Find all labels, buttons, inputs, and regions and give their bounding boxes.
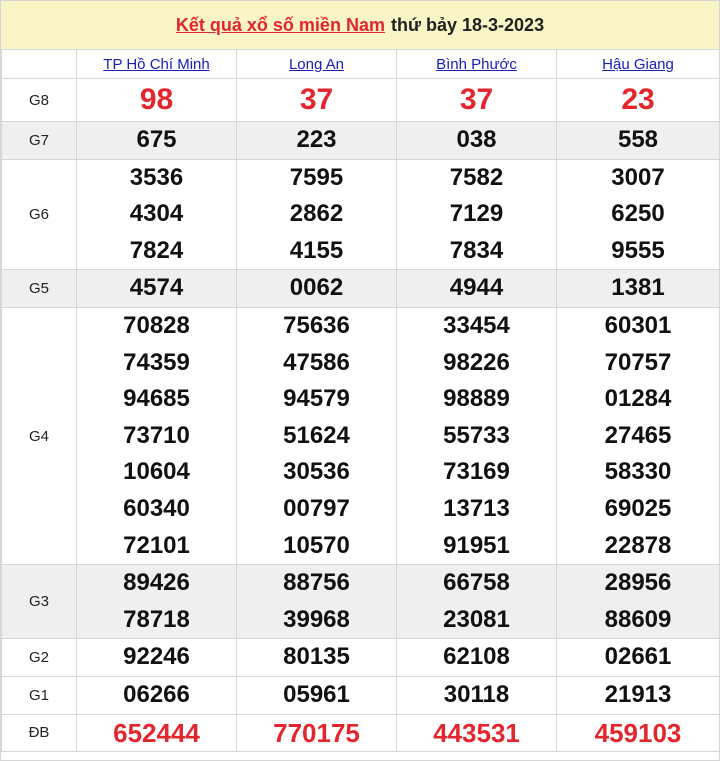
province-link-binh-phuoc[interactable]: Bình Phước [436,55,517,73]
result-cell [77,159,237,270]
result-cell [237,159,397,270]
result-number: 13713 [443,494,510,522]
result-cell [237,565,397,639]
result-number: 05961 [283,680,350,708]
result-cell [237,639,397,677]
result-number: 4944 [449,274,504,302]
result-cell [557,122,720,160]
result-number: 01284 [604,385,672,413]
result-cell [397,79,557,122]
result-number: 60301 [604,311,672,339]
results-table [1,50,720,752]
prize-row-g6 [2,159,720,270]
result-cell [557,79,720,122]
prize-label: G3 [2,565,77,639]
result-number: 7582 [449,163,504,191]
province-header [237,50,397,79]
result-number: 2862 [289,200,344,228]
prize-label: G7 [2,122,77,160]
result-cell [397,270,557,308]
result-cell [557,676,720,714]
result-number: 39968 [283,605,350,633]
prize-row-g3 [2,565,720,639]
result-number: 92246 [123,643,190,671]
result-number: 7834 [449,236,504,264]
result-cell [77,122,237,160]
prize-row-g7 [2,122,720,160]
result-number: 10570 [283,531,350,559]
result-number: 00797 [283,494,350,522]
result-number: 4574 [129,274,184,302]
result-number: 94579 [283,385,350,413]
result-number: 6250 [611,200,665,228]
result-cell [77,270,237,308]
result-number: 98 [139,82,174,116]
prize-row-g2 [2,639,720,677]
result-cell [397,714,557,752]
result-cell [557,270,720,308]
result-number: 3536 [129,163,184,191]
result-number: 7824 [129,236,184,264]
result-number: 443531 [433,717,520,748]
result-cell [237,122,397,160]
result-number: 28956 [604,569,672,597]
result-cell [237,270,397,308]
province-header [557,50,720,79]
result-cell [557,159,720,270]
result-number: 69025 [604,494,672,522]
prize-row-special [2,714,720,752]
province-header [77,50,237,79]
result-cell [237,79,397,122]
result-number: 21913 [604,680,672,708]
result-cell [397,565,557,639]
result-number: 10604 [123,458,190,486]
prize-row-g8 [2,79,720,122]
result-cell [237,676,397,714]
result-cell [237,714,397,752]
result-number: 47586 [283,348,350,376]
prize-label: G6 [2,159,77,270]
result-number: 62108 [443,643,510,671]
province-header [397,50,557,79]
prize-label: G5 [2,270,77,308]
prize-label: G2 [2,639,77,677]
result-cell [237,307,397,564]
prize-row-g1 [2,676,720,714]
result-number: 37 [459,82,494,116]
result-cell [397,639,557,677]
result-number: 038 [456,126,497,153]
result-number: 4304 [129,200,184,228]
result-number: 0062 [289,274,344,302]
result-number: 06266 [123,680,190,708]
result-number: 23081 [443,605,510,633]
header-row [2,50,720,79]
result-number: 73710 [123,421,190,449]
result-number: 66758 [443,569,510,597]
result-cell [557,565,720,639]
result-cell [77,714,237,752]
result-number: 7129 [449,200,504,228]
result-number: 88756 [283,569,350,597]
result-number: 22878 [604,531,672,559]
prize-label: G8 [2,79,77,122]
result-cell [397,676,557,714]
result-number: 558 [617,126,659,153]
result-number: 98889 [443,385,510,413]
result-number: 1381 [611,274,665,302]
result-number: 9555 [611,236,665,264]
province-link-long-an[interactable]: Long An [288,55,345,73]
province-link-hcm[interactable]: TP Hồ Chí Minh [103,55,210,73]
result-cell [77,639,237,677]
result-cell [557,307,720,564]
result-cell [397,122,557,160]
result-number: 675 [136,126,177,153]
result-number: 23 [621,82,655,116]
result-number: 98226 [443,348,510,376]
result-number: 770175 [273,717,360,748]
result-number: 459103 [594,717,682,748]
result-cell [77,676,237,714]
result-cell [77,565,237,639]
result-cell [557,639,720,677]
corner-cell [2,50,77,79]
prize-row-g4 [2,307,720,564]
result-number: 33454 [443,311,510,339]
result-number: 652444 [113,717,200,748]
prize-row-g5 [2,270,720,308]
result-cell [77,307,237,564]
result-number: 30536 [283,458,350,486]
result-number: 51624 [283,421,350,449]
title-link[interactable]: Kết quả xổ số miền Nam [175,14,385,35]
result-number: 91951 [443,531,510,559]
prize-label: G1 [2,676,77,714]
result-number: 80135 [283,643,350,671]
result-number: 27465 [604,421,672,449]
result-number: 7595 [289,163,344,191]
result-cell [397,159,557,270]
page-title [1,1,719,50]
result-number: 4155 [289,236,344,264]
result-number: 02661 [604,643,672,671]
result-number: 3007 [611,163,665,191]
result-number: 70828 [123,311,190,339]
result-number: 89426 [123,569,190,597]
result-number: 88609 [604,605,672,633]
result-number: 70757 [604,348,672,376]
province-link-hau-giang[interactable]: Hậu Giang [602,55,674,73]
result-number: 94685 [123,385,190,413]
title-date: thứ bảy 18-3-2023 [390,14,545,35]
result-number: 74359 [123,348,190,376]
result-cell [557,714,720,752]
result-number: 73169 [443,458,510,486]
result-number: 78718 [123,605,190,633]
prize-label: G4 [2,307,77,564]
result-number: 72101 [123,531,190,559]
result-number: 60340 [123,494,190,522]
prize-label: ĐB [2,714,77,752]
result-cell [77,79,237,122]
result-number: 30118 [443,680,510,708]
result-number: 58330 [604,458,672,486]
result-cell [397,307,557,564]
result-number: 223 [296,126,337,153]
result-number: 55733 [443,421,510,449]
result-number: 37 [299,82,334,116]
result-number: 75636 [283,311,350,339]
